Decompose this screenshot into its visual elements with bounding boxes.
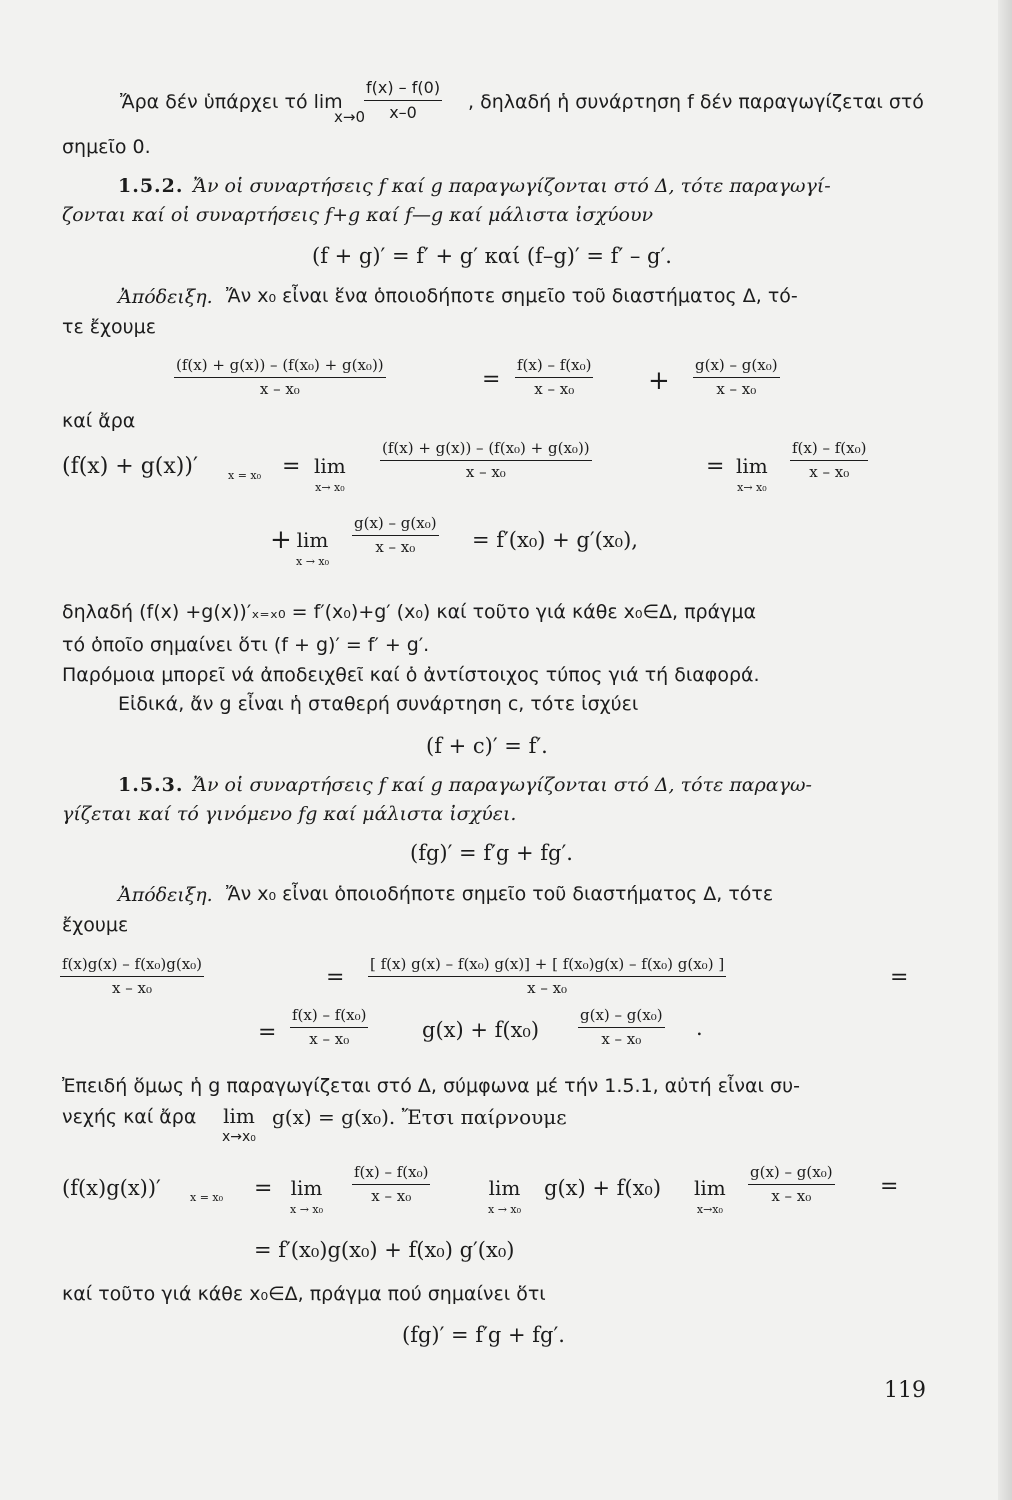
p1-lim-sub: x→0 [334, 108, 365, 126]
eq152b-frac1-bar [380, 460, 592, 461]
eq153c-lim1-word: lim [290, 1176, 323, 1200]
p1-frac-bar [364, 100, 442, 101]
eq152b-frac2-bar [790, 460, 868, 461]
p1-text-c: σημεῖο 0. [62, 136, 151, 158]
eq153d: = f′(x₀)g(x₀) + f(x₀) g′(x₀) [254, 1238, 515, 1262]
eq153a-frac1-bar [60, 976, 204, 977]
kai-ara-152: καί ἄρα [62, 410, 136, 432]
section-152-number: 1.5.2. [118, 175, 184, 197]
proof-153-label: Ἀπόδειξη. [118, 884, 213, 906]
eq153a-frac2 [368, 957, 726, 996]
eq152a-frac2-den: x – x₀ [534, 380, 575, 399]
eq152a-frac1 [174, 358, 386, 397]
epeidi-line1: Ἐπειδή ὅμως ἡ g παραγωγίζεται στό Δ, σύμφωνα μέ τήν 1.5.1, αὐτή εἶναι συ- [62, 1075, 800, 1097]
eq152c-frac [352, 516, 439, 555]
eq153b-frac2-num: g(x) – g(x₀) [580, 1006, 663, 1024]
eq153b-mid: g(x) + f(x₀) [422, 1018, 540, 1042]
eq152b-frac1-den: x – x₀ [465, 463, 506, 482]
eq153c-frac2-num: g(x) – g(x₀) [750, 1163, 833, 1181]
eq152a-frac1-bar [174, 377, 386, 378]
eq153a-frac2-bar [368, 976, 726, 977]
eq153a-equals: = [326, 965, 345, 990]
proof-153-line1: Ἄν x₀ εἶναι ὁποιοδήποτε σημεῖο τοῦ διαστήματος Δ, τότε [226, 883, 774, 905]
eq152a-equals: = [482, 367, 501, 392]
eq153c-lim2 [488, 1178, 521, 1215]
eq153a-frac2-den: x – x₀ [527, 979, 568, 998]
p1-frac-num: f(x) – f(0) [366, 78, 441, 97]
eq152b-lim2-sub: x→ x₀ [737, 481, 767, 494]
eq153c-equals: = [254, 1176, 273, 1201]
epeidi-lim-word: lim [223, 1104, 255, 1128]
eq152c-frac-num: g(x) – g(x₀) [354, 514, 437, 532]
section-153-line2: γίζεται καί τό γινόμενο fg καί μάλιστα ἰσχύει. [62, 803, 517, 825]
eq153c-lim3-word: lim [694, 1176, 726, 1200]
eq153b-frac2-den: x – x₀ [601, 1030, 642, 1049]
section-152-formula: (f + g)′ = f′ + g′ καί (f–g)′ = f′ – g′. [312, 244, 672, 268]
eq153a-frac2-num: [ f(x) g(x) – f(x₀) g(x)] + [ f(x₀)g(x) – f(x₀) g(x₀) ] [370, 955, 725, 973]
eq152b-lim2-word: lim [736, 454, 768, 478]
eq152a-frac1-den: x – x₀ [259, 380, 300, 399]
eq152b-frac2-den: x – x₀ [809, 463, 850, 482]
eq152b-lim1 [314, 456, 346, 493]
eq152a-plus: + [648, 366, 670, 396]
eq153c-frac2 [748, 1165, 835, 1204]
eq153a-frac1-num: f(x)g(x) – f(x₀)g(x₀) [62, 955, 203, 973]
eq153c-lim3-sub: x→x₀ [696, 1203, 723, 1216]
section-153-line1: Ἄν οἱ συναρτήσεις f καί g παραγωγίζονται στό Δ, τότε παραγω- [193, 774, 812, 796]
eq153c-frac1-num: f(x) – f(x₀) [354, 1163, 429, 1181]
section-153-formula: (fg)′ = f′g + fg′. [410, 841, 573, 865]
eq153b-frac2-bar [578, 1027, 665, 1028]
eq153c-mid: g(x) + f(x₀) [544, 1176, 662, 1200]
p1-fraction [364, 80, 442, 121]
section-152-line1: Ἄν οἱ συναρτήσεις f καί g παραγωγίζονται στό Δ, τότε παραγωγί- [193, 175, 831, 197]
eq153c-equals-end: = [880, 1174, 899, 1199]
eq152b-frac1-num: (f(x) + g(x)) – (f(x₀) + g(x₀)) [382, 439, 590, 457]
section-153-number: 1.5.3. [118, 774, 184, 796]
eq153c-frac2-den: x – x₀ [771, 1187, 812, 1206]
eq152c-lim-word: lim [296, 528, 329, 552]
eq153b-frac1-bar [290, 1027, 368, 1028]
proof-152-line2: τε ἔχουμε [62, 316, 156, 338]
eq152b-lhs: (f(x) + g(x))′ [62, 454, 198, 479]
eq153b-frac2 [578, 1008, 665, 1047]
eq153c-frac2-bar [748, 1184, 835, 1185]
eq153c-frac1 [352, 1165, 430, 1204]
p1-lim-subscript [334, 104, 365, 125]
eq152b-equals1: = [282, 454, 301, 479]
page-edge-shadow [998, 0, 1012, 1500]
page-number: 119 [884, 1378, 926, 1403]
eq152b-frac2-num: f(x) – f(x₀) [792, 439, 867, 457]
eq152c-plus: + [270, 525, 292, 555]
eq152c-frac-bar [352, 535, 439, 536]
p1-frac-den: x–0 [389, 103, 417, 123]
eq152a-frac2 [515, 358, 593, 397]
dilady-152-line1: δηλαδή (f(x) +g(x))′ₓ₌ₓ₀ = f′(x₀)+g′ (x₀) καί τοῦτο γιά κάθε x₀∈Δ, πράγμα [62, 601, 757, 623]
eq153b-frac1-num: f(x) – f(x₀) [292, 1006, 367, 1024]
eq153a-frac1-den: x – x₀ [112, 979, 152, 998]
eq153b-dot: . [696, 1016, 703, 1040]
eq152a-frac2-num: f(x) – f(x₀) [517, 356, 592, 374]
eq153c-frac1-bar [352, 1184, 430, 1185]
eq153a-frac1 [60, 957, 204, 996]
eq152c-lim [296, 530, 329, 567]
eq152b-lim1-word: lim [314, 454, 346, 478]
eq153c-frac1-den: x – x₀ [371, 1187, 412, 1206]
eq153b-equals: = [258, 1020, 277, 1045]
eq153c-lim1-sub: x → x₀ [290, 1203, 324, 1216]
dilady-152-line2: τό ὁποῖο σημαίνει ὅτι (f + g)′ = f′ + g′. [62, 634, 430, 656]
eq152c-rhs: = f′(x₀) + g′(x₀), [472, 528, 638, 552]
eq152a-frac3-bar [693, 377, 780, 378]
formula-f-plus-c: (f + c)′ = f′. [426, 734, 548, 758]
p1-text-a: Ἄρα δέν ὑπάρχει τό lim [120, 91, 343, 113]
eq152b-lhs-sub: x = x₀ [228, 469, 262, 482]
eq152c-frac-den: x – x₀ [375, 538, 416, 557]
eq152b-equals2: = [706, 454, 725, 479]
eq153c-lim3 [694, 1178, 726, 1215]
eq152b-frac2 [790, 441, 868, 480]
proof-153-line2: ἔχουμε [62, 914, 129, 936]
eq153c-lim2-word: lim [488, 1176, 521, 1200]
eq152b-frac1 [380, 441, 592, 480]
eq152a-frac2-bar [515, 377, 593, 378]
section-152-line2: ζονται καί οἱ συναρτήσεις f+g καί f—g καί μάλιστα ἰσχύουν [62, 204, 654, 226]
proof-152-label: Ἀπόδειξη. [118, 286, 213, 308]
paromoia-text: Παρόμοια μπορεῖ νά ἀποδειχθεῖ καί ὁ ἀντίστοιχος τύπος γιά τή διαφορά. [62, 664, 760, 686]
eq153c-lhs-sub: x = x₀ [190, 1191, 224, 1204]
eidika-text: Εἰδικά, ἄν g εἶναι ἡ σταθερή συνάρτηση c, τότε ἰσχύει [118, 693, 639, 715]
eq152b-lim1-sub: x→ x₀ [315, 481, 345, 494]
formula-fg-final: (fg)′ = f′g + fg′. [402, 1323, 565, 1347]
epeidi-line2a: νεχής καί ἄρα [62, 1106, 197, 1128]
proof-152-line1: Ἄν x₀ εἶναι ἕνα ὁποιοδήποτε σημεῖο τοῦ διαστήματος Δ, τό- [226, 285, 798, 307]
p1-text-b: , δηλαδή ἡ συνάρτηση f δέν παραγωγίζεται στό [468, 91, 924, 113]
eq153c-lim2-sub: x → x₀ [488, 1203, 522, 1216]
eq152b-lim2 [736, 456, 768, 493]
eq153b-frac1-den: x – x₀ [309, 1030, 350, 1049]
epeidi-lim-sub: x→x₀ [222, 1129, 256, 1145]
eq152a-frac3 [693, 358, 780, 397]
epeidi-lim [222, 1106, 256, 1144]
kai-touto-text: καί τοῦτο γιά κάθε x₀∈Δ, πράγμα πού σημαίνει ὅτι [62, 1283, 546, 1305]
epeidi-line2b: g(x) = g(x₀). Ἔτσι παίρνουμε [272, 1105, 567, 1129]
eq152c-lim-sub: x → x₀ [296, 555, 330, 568]
eq153b-frac1 [290, 1008, 368, 1047]
eq153c-lim1 [290, 1178, 323, 1215]
eq152a-frac3-num: g(x) – g(x₀) [695, 356, 778, 374]
eq152a-frac1-num: (f(x) + g(x)) – (f(x₀) + g(x₀)) [176, 356, 384, 374]
eq153c-lhs: (f(x)g(x))′ [62, 1176, 161, 1200]
eq152a-frac3-den: x – x₀ [716, 380, 757, 399]
eq153a-equals-end: = [890, 965, 909, 990]
